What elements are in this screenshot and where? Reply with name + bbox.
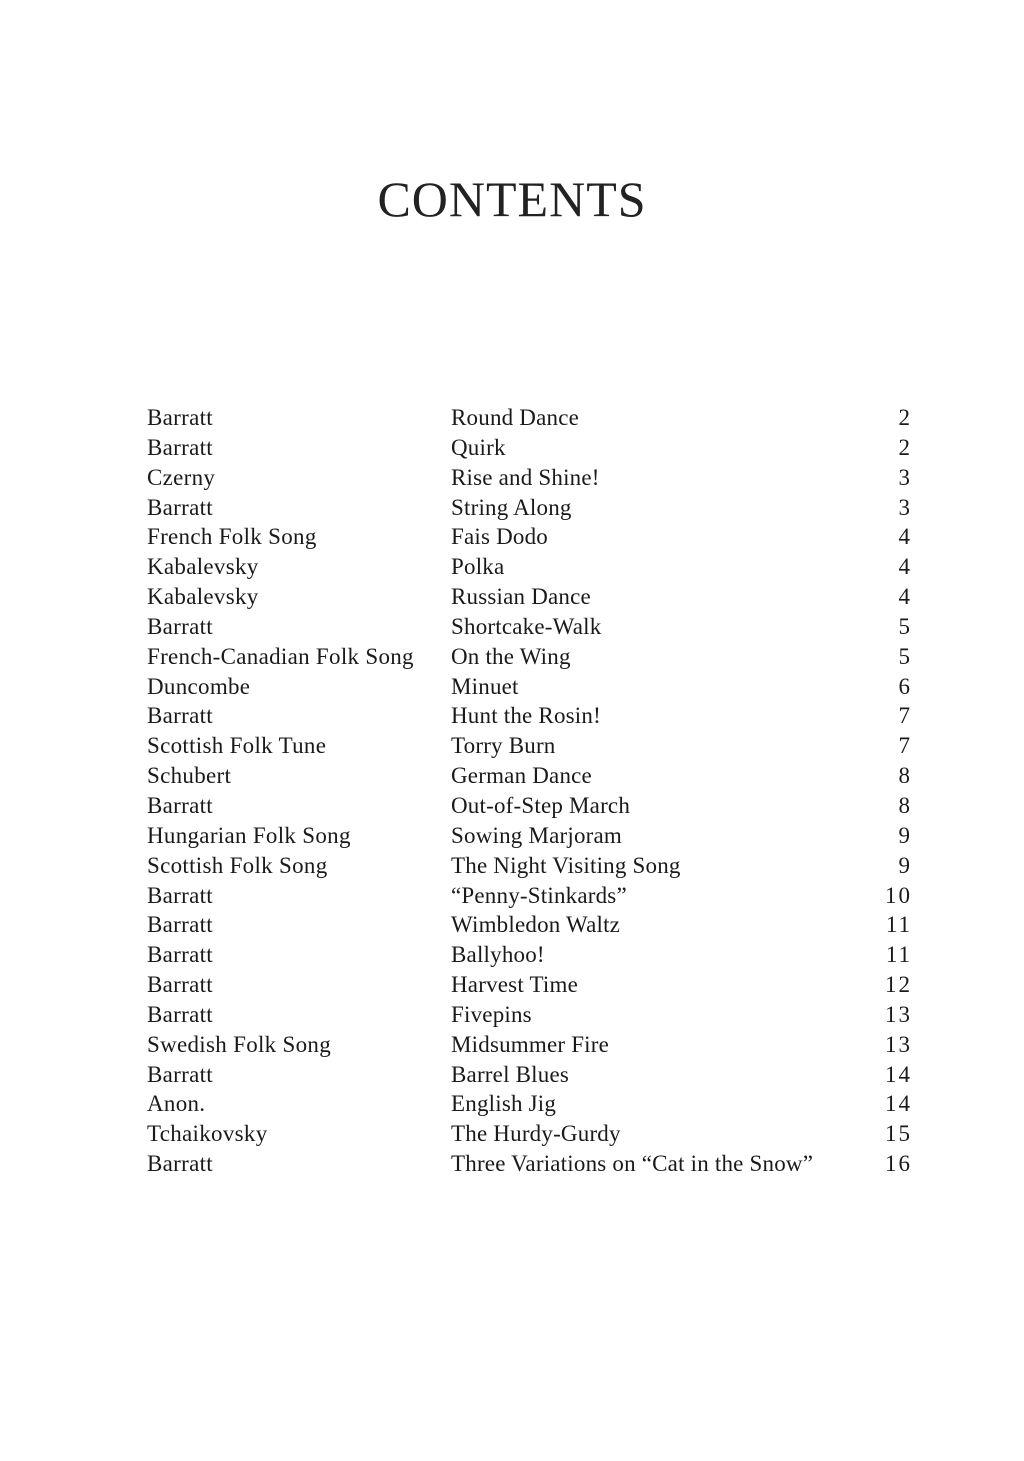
toc-piece-title: Fivepins [451, 1001, 532, 1027]
toc-composer: Barratt [147, 942, 213, 968]
toc-piece-title: On the Wing [451, 643, 571, 669]
toc-page-number: 13 [885, 1031, 912, 1057]
toc-page-number: 2 [898, 434, 912, 460]
toc-page-number: 2 [898, 405, 912, 430]
toc-composer: French Folk Song [147, 524, 317, 550]
toc-composer: Barratt [147, 972, 213, 998]
toc-composer: Kabalevsky [147, 584, 259, 610]
toc-entry [147, 940, 912, 970]
toc-piece-title: Midsummer Fire [451, 1031, 610, 1057]
toc-composer: Barratt [147, 882, 213, 908]
toc-entry [147, 881, 912, 911]
toc-piece-title: Hunt the Rosin! [451, 703, 601, 729]
toc-piece-title: Wimbledon Waltz [451, 912, 621, 938]
toc-piece-title: Fais Dodo [451, 524, 549, 550]
toc-entry [147, 522, 912, 552]
toc-piece-title: Out-of-Step March [451, 792, 631, 818]
toc-page-number: 8 [898, 763, 912, 789]
toc-composer: Barratt [147, 434, 213, 460]
toc-entry [147, 910, 912, 940]
page-title: CONTENTS [377, 171, 647, 227]
toc-composer: Swedish Folk Song [147, 1031, 332, 1057]
toc-composer: Kabalevsky [147, 554, 259, 580]
toc-entry [147, 403, 912, 433]
toc-composer: French-Canadian Folk Song [147, 643, 414, 669]
toc-page-number: 4 [898, 524, 912, 550]
toc-entry [147, 701, 912, 731]
toc-entry [147, 463, 912, 493]
toc-piece-title: String Along [451, 494, 572, 520]
toc-piece-title: Three Variations on “Cat in the Snow” [451, 1151, 814, 1177]
table-of-contents [147, 403, 912, 1179]
toc-page-number: 11 [885, 942, 912, 968]
toc-composer: Scottish Folk Song [147, 852, 328, 878]
toc-piece-title: Round Dance [451, 405, 580, 430]
toc-composer: Czerny [147, 464, 216, 490]
toc-entry [147, 791, 912, 821]
toc-piece-title: Minuet [451, 673, 519, 699]
toc-piece-title: Barrel Blues [451, 1061, 570, 1087]
toc-entry [147, 1030, 912, 1060]
toc-composer: Barratt [147, 703, 213, 729]
toc-entry [147, 1060, 912, 1090]
toc-piece-title: Ballyhoo! [451, 942, 545, 968]
toc-piece-title: Russian Dance [451, 584, 591, 610]
toc-piece-title: Polka [451, 554, 505, 580]
toc-page-number: 13 [885, 1001, 912, 1027]
toc-page-number: 12 [885, 972, 912, 998]
toc-composer: Tchaikovsky [147, 1121, 268, 1147]
toc-entry [147, 761, 912, 791]
toc-composer: Barratt [147, 792, 213, 818]
toc-piece-title: Shortcake-Walk [451, 613, 602, 639]
toc-entry [147, 672, 912, 702]
toc-page-number: 14 [885, 1061, 912, 1087]
toc-composer: Barratt [147, 405, 213, 430]
toc-composer: Duncombe [147, 673, 251, 699]
toc-entry [147, 821, 912, 851]
toc-composer: Barratt [147, 1151, 213, 1177]
toc-composer: Barratt [147, 494, 213, 520]
toc-entry [147, 970, 912, 1000]
toc-piece-title: The Hurdy-Gurdy [451, 1121, 621, 1147]
toc-page-number: 11 [885, 912, 912, 938]
toc-page-number: 15 [885, 1121, 912, 1147]
toc-page-number: 3 [898, 464, 912, 490]
toc-page-number: 7 [898, 733, 912, 759]
toc-piece-title: Rise and Shine! [451, 464, 600, 490]
toc-entry [147, 1119, 912, 1149]
toc-composer: Barratt [147, 613, 213, 639]
toc-page-number: 3 [898, 494, 912, 520]
toc-page-number: 4 [898, 554, 912, 580]
toc-piece-title: Torry Burn [451, 733, 556, 759]
toc-page-number: 14 [885, 1091, 912, 1117]
toc-page-number: 5 [898, 643, 912, 669]
toc-page-number: 4 [898, 584, 912, 610]
toc-entry [147, 1000, 912, 1030]
toc-composer: Scottish Folk Tune [147, 733, 327, 759]
toc-composer: Hungarian Folk Song [147, 822, 351, 848]
toc-entry [147, 552, 912, 582]
toc-page-number: 9 [898, 822, 912, 848]
toc-composer: Schubert [147, 763, 232, 789]
toc-piece-title: English Jig [451, 1091, 557, 1117]
toc-entry [147, 1089, 912, 1119]
toc-composer: Barratt [147, 912, 213, 938]
toc-piece-title: Sowing Marjoram [451, 822, 623, 848]
toc-piece-title: The Night Visiting Song [451, 852, 681, 878]
toc-piece-title: “Penny-Stinkards” [451, 882, 627, 908]
toc-page-number: 6 [898, 673, 912, 699]
toc-page-number: 9 [898, 852, 912, 878]
toc-entry [147, 731, 912, 761]
toc-page-number: 16 [885, 1151, 912, 1177]
toc-composer: Barratt [147, 1061, 213, 1087]
toc-piece-title: Quirk [451, 434, 506, 460]
toc-page-number: 7 [898, 703, 912, 729]
toc-composer: Anon. [147, 1091, 206, 1117]
toc-entry [147, 612, 912, 642]
toc-composer: Barratt [147, 1001, 213, 1027]
toc-piece-title: Harvest Time [451, 972, 578, 998]
toc-entry [147, 642, 912, 672]
toc-entry [147, 433, 912, 463]
toc-entry [147, 582, 912, 612]
toc-entry [147, 851, 912, 881]
toc-page-number: 8 [898, 792, 912, 818]
toc-entry [147, 1149, 912, 1179]
toc-entry [147, 493, 912, 523]
toc-page-number: 10 [885, 882, 912, 908]
toc-page-number: 5 [898, 613, 912, 639]
toc-piece-title: German Dance [451, 763, 592, 789]
